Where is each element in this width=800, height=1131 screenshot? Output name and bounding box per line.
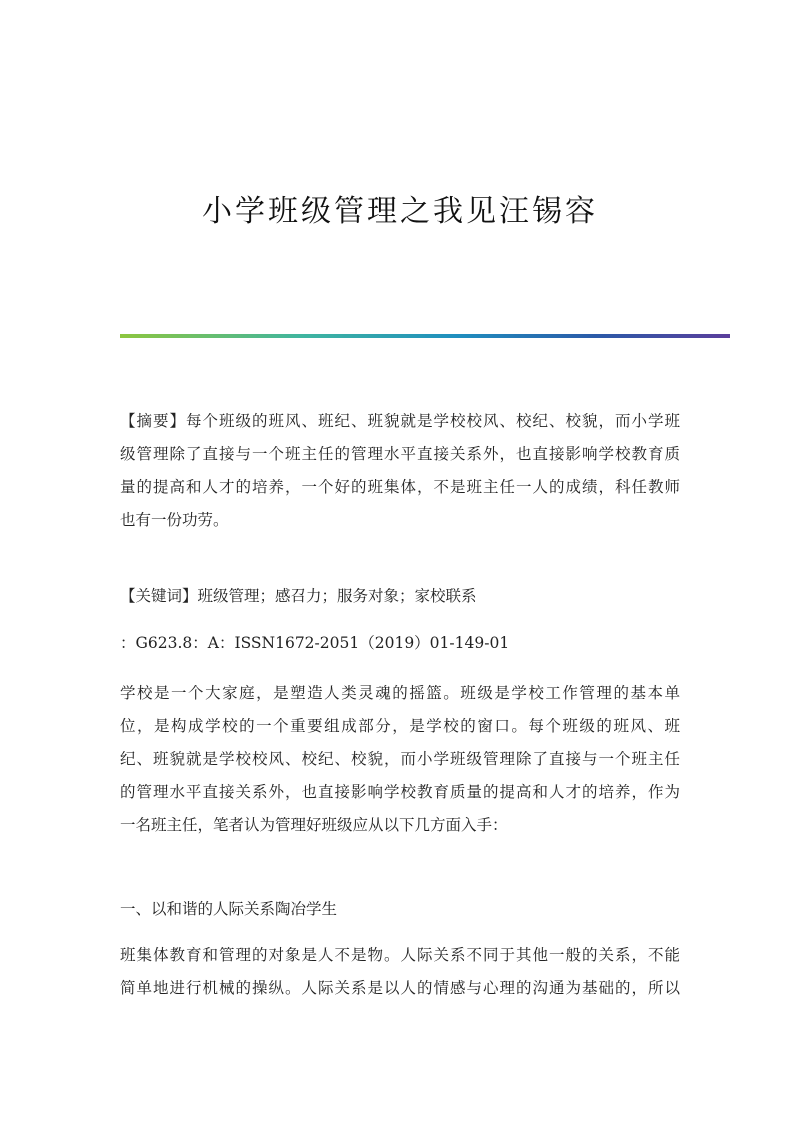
abstract-line: 也有一份功劳。 <box>120 511 229 529</box>
abstract-paragraph <box>120 405 680 537</box>
section-line: 简单地进行机械的操纵。人际关系是以人的情感与心理的沟通为基础的，所以 <box>120 979 680 997</box>
intro-line: 纪、班貌就是学校校风、校纪、校貌，而小学班级管理除了直接与一个班主任 <box>120 750 680 768</box>
document-title: 小学班级管理之我见汪锡容 <box>202 194 598 229</box>
intro-paragraph <box>120 677 680 842</box>
section-heading <box>120 893 680 926</box>
section-line: 班集体教育和管理的对象是人不是物。人际关系不同于其他一般的关系，不能 <box>120 946 680 964</box>
intro-line: 一名班主任，笔者认为管理好班级应从以下几方面入手： <box>120 816 508 834</box>
keywords-line: 【关键词】班级管理；感召力；服务对象；家校联系 <box>120 587 477 605</box>
intro-line: 位，是构成学校的一个重要组成部分，是学校的窗口。每个班级的班风、班 <box>120 717 680 735</box>
intro-line: 学校是一个大家庭，是塑造人类灵魂的摇篮。班级是学校工作管理的基本单 <box>120 684 680 702</box>
title-divider <box>120 334 730 338</box>
section-heading-text: 一、以和谐的人际关系陶冶学生 <box>120 900 338 918</box>
abstract-line: 量的提高和人才的培养，一个好的班集体，不是班主任一人的成绩，科任教师 <box>120 478 680 496</box>
intro-line: 的管理水平直接关系外，也直接影响学校教育质量的提高和人才的培养，作为 <box>120 783 680 801</box>
section-paragraph <box>120 939 680 1005</box>
keywords-paragraph <box>120 580 680 613</box>
classification-paragraph <box>120 627 680 660</box>
abstract-line: 【摘要】每个班级的班风、班纪、班貌就是学校校风、校纪、校貌，而小学班 <box>120 412 680 430</box>
classification-line: ：G623.8：A：ISSN1672-2051（2019）01-149-01 <box>120 634 510 652</box>
abstract-line: 级管理除了直接与一个班主任的管理水平直接关系外，也直接影响学校教育质 <box>120 445 680 463</box>
